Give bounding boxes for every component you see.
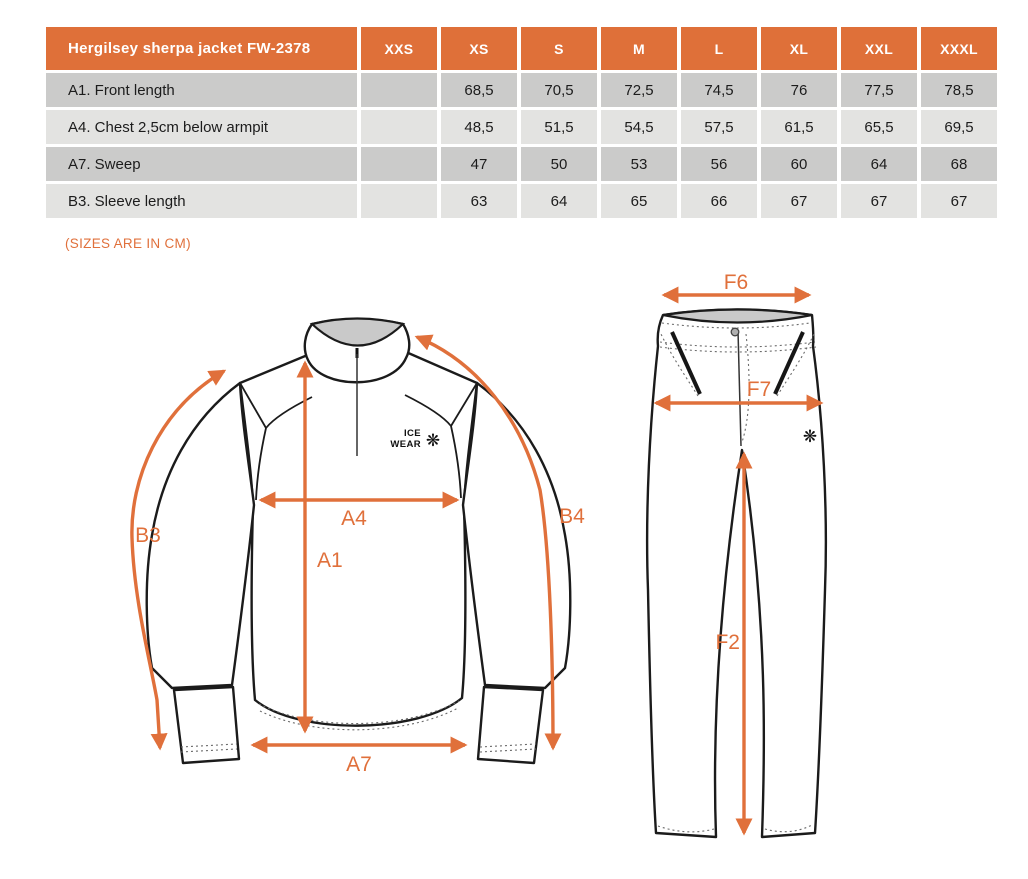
logo-snowflake-icon: ❋ (425, 431, 441, 450)
label-a7: A7 (346, 753, 372, 776)
value-cell: 70,5 (521, 73, 597, 107)
column-header-xxxl: XXXL (921, 27, 997, 70)
jacket-body (240, 352, 477, 726)
value-cell: 68,5 (441, 73, 517, 107)
value-cell: 54,5 (601, 110, 677, 144)
table-row (46, 73, 997, 107)
row-label: B3. Sleeve length (46, 184, 357, 218)
value-cell: 72,5 (601, 73, 677, 107)
label-b3: B3 (135, 524, 161, 547)
sizes-unit-note: (SIZES ARE IN CM) (65, 236, 191, 251)
value-cell: 67 (841, 184, 917, 218)
value-cell: 67 (761, 184, 837, 218)
column-header-xl: XL (761, 27, 837, 70)
value-cell: 61,5 (761, 110, 837, 144)
pants-snowflake-icon: ❋ (802, 427, 818, 446)
value-cell: 63 (441, 184, 517, 218)
value-cell: 51,5 (521, 110, 597, 144)
value-cell: 66 (681, 184, 757, 218)
value-cell: 56 (681, 147, 757, 181)
row-label: A7. Sweep (46, 147, 357, 181)
value-cell (361, 110, 437, 144)
value-cell: 53 (601, 147, 677, 181)
label-f7: F7 (746, 378, 772, 401)
value-cell: 68 (921, 147, 997, 181)
value-cell (361, 73, 437, 107)
row-label: A4. Chest 2,5cm below armpit (46, 110, 357, 144)
label-a1: A1 (317, 549, 343, 572)
table-row (46, 147, 997, 181)
pants-drawing (647, 271, 826, 837)
label-a4: A4 (341, 507, 367, 530)
value-cell: 77,5 (841, 73, 917, 107)
label-f6: F6 (723, 271, 749, 294)
value-cell (361, 147, 437, 181)
value-cell: 60 (761, 147, 837, 181)
value-cell: 65,5 (841, 110, 917, 144)
value-cell: 48,5 (441, 110, 517, 144)
label-b4: B4 (559, 505, 585, 528)
value-cell: 64 (521, 184, 597, 218)
value-cell: 76 (761, 73, 837, 107)
value-cell: 65 (601, 184, 677, 218)
logo-text-ice: ICE (403, 428, 421, 439)
pants-body (647, 310, 826, 838)
value-cell: 69,5 (921, 110, 997, 144)
table-row (46, 184, 997, 218)
table-row (46, 110, 997, 144)
value-cell: 64 (841, 147, 917, 181)
label-f2: F2 (715, 631, 740, 654)
table-body (46, 73, 997, 218)
column-header-xxs: XXS (361, 27, 437, 70)
value-cell: 78,5 (921, 73, 997, 107)
value-cell (361, 184, 437, 218)
column-header-xxl: XXL (841, 27, 917, 70)
value-cell: 50 (521, 147, 597, 181)
row-label: A1. Front length (46, 73, 357, 107)
column-header-m: M (601, 27, 677, 70)
measurement-diagram (0, 270, 1028, 879)
value-cell: 67 (921, 184, 997, 218)
column-header-l: L (681, 27, 757, 70)
value-cell: 57,5 (681, 110, 757, 144)
pants-button (731, 328, 739, 336)
table-header-row (46, 27, 997, 70)
column-header-xs: XS (441, 27, 517, 70)
jacket-drawing (132, 319, 585, 777)
column-header-s: S (521, 27, 597, 70)
logo-text-wear: WEAR (390, 439, 421, 450)
table-title: Hergilsey sherpa jacket FW-2378 (46, 27, 357, 70)
value-cell: 74,5 (681, 73, 757, 107)
value-cell: 47 (441, 147, 517, 181)
size-table (46, 27, 997, 221)
